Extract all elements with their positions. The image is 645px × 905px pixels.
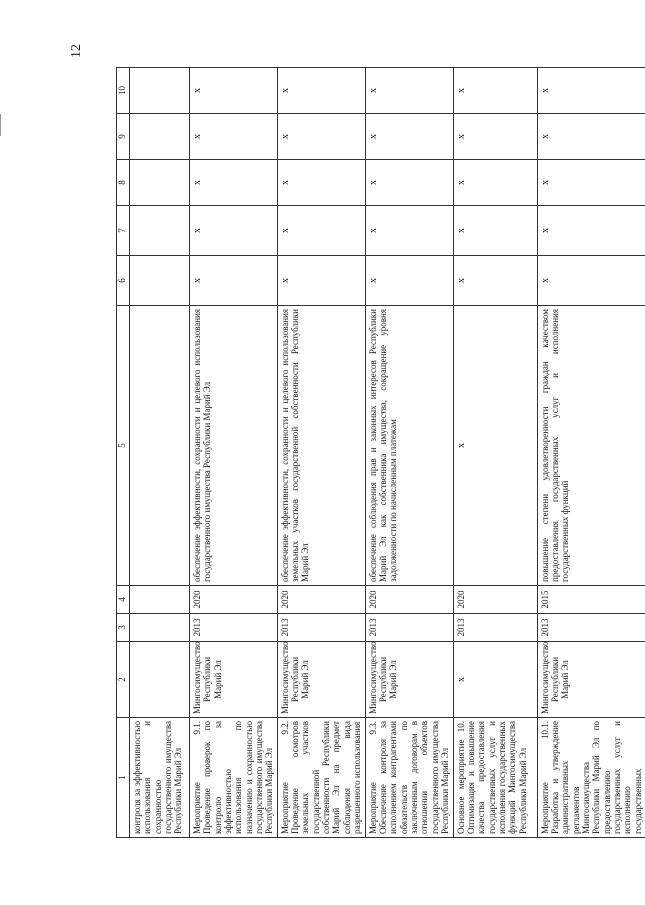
header-cell: 8 — [117, 160, 130, 206]
header-cell: 7 — [117, 206, 130, 256]
cell-executor: Мингосимущество Республики Марий Эл — [537, 642, 645, 718]
header-cell: 2 — [117, 642, 130, 718]
cell-col8 — [130, 160, 190, 206]
cell-result — [130, 306, 190, 586]
cell-col8: x — [190, 160, 278, 206]
cell-col7: x — [277, 206, 365, 256]
cell-measure: Мероприятие 9.2. Проведение осмотров земельных участков государственной собственности Республики Марий Эл на предмет соблюдения вида разрешенного использования — [277, 718, 365, 838]
cell-col6: x — [277, 256, 365, 306]
cell-end-year: 2020 — [190, 586, 278, 614]
cell-col8: x — [365, 160, 453, 206]
header-cell: 3 — [117, 614, 130, 642]
cell-col9: x — [453, 114, 537, 160]
cell-col8: x — [453, 160, 537, 206]
cell-end-year: 2020 — [453, 586, 537, 614]
cell-col7: x — [190, 206, 278, 256]
cell-measure: Мероприятие 9.3. Обеспечение контроля за исполнением контрагентами обязательств по заключенным договорам в отношении объектов государственного имущества Республики Марий Эл — [365, 718, 453, 838]
cell-end-year: 2015 — [537, 586, 645, 614]
cell-result: x — [453, 306, 537, 586]
header-cell: 9 — [117, 114, 130, 160]
cell-executor: Мингосимущество Республики Марий Эл — [365, 642, 453, 718]
table-row — [277, 68, 365, 838]
cell-col6 — [130, 256, 190, 306]
table-row — [453, 68, 537, 838]
cell-col10 — [130, 68, 190, 114]
rotated-table-wrapper — [116, 68, 643, 838]
header-cell: 10 — [117, 68, 130, 114]
header-cell: 6 — [117, 256, 130, 306]
cell-col7 — [130, 206, 190, 256]
cell-result: повышение степени удовлетворенности граждан качеством предоставления государственных услуг и исполнения государственных функций — [537, 306, 645, 586]
cell-start-year: 2013 — [537, 614, 645, 642]
cell-col10: x — [190, 68, 278, 114]
cell-col9: x — [365, 114, 453, 160]
cell-result: обеспечение эффективности, сохранности и целевого использования государственного имущества Республики Марий Эл — [190, 306, 278, 586]
cell-col9: x — [277, 114, 365, 160]
table-row — [130, 68, 190, 838]
page-number: 12 — [69, 44, 84, 58]
cell-col7: x — [365, 206, 453, 256]
cell-end-year — [130, 586, 190, 614]
cell-start-year: 2013 — [365, 614, 453, 642]
cell-col9 — [130, 114, 190, 160]
cell-col8: x — [537, 160, 645, 206]
program-table — [116, 67, 645, 838]
cell-measure: контроля за эффективностью использования и сохранностью государственного имущества Республики Марий Эл — [130, 718, 190, 838]
cell-col10: x — [537, 68, 645, 114]
cell-col8: x — [277, 160, 365, 206]
header-cell: 5 — [117, 306, 130, 586]
cell-start-year: 2013 — [277, 614, 365, 642]
cell-start-year: 2013 — [453, 614, 537, 642]
cell-measure: Основное мероприятие 10. Оптимизация и повышение качества предоставления государственных услуг и исполнения государственных функций Мингосимущества Республики Марий Эл — [453, 718, 537, 838]
table-row — [365, 68, 453, 838]
table-row — [190, 68, 278, 838]
cell-col6: x — [453, 256, 537, 306]
cell-start-year: 2013 — [190, 614, 278, 642]
cell-col6: x — [365, 256, 453, 306]
table-row — [537, 68, 645, 838]
cell-col6: x — [537, 256, 645, 306]
cell-end-year: 2020 — [365, 586, 453, 614]
cell-result: обеспечение соблюдения прав и законных интересов Республики Марий Эл как собственника имущества, сокращение уровня задолженности по начисленным платежам — [365, 306, 453, 586]
header-row — [117, 68, 130, 838]
header-cell: 1 — [117, 718, 130, 838]
cell-executor: Мингосимущество Республики Марий Эл — [190, 642, 278, 718]
header-cell: 4 — [117, 586, 130, 614]
cell-col6: x — [190, 256, 278, 306]
cell-executor: Мингосимущество Республики Марий Эл — [277, 642, 365, 718]
scan-mark — [0, 114, 11, 136]
cell-measure: Мероприятие 10.1. Разработка и утверждение административных регламентов Мингосимущества Республики Марий Эл по предоставлению государственных услуг и исполнению государственных — [537, 718, 645, 838]
cell-col9: x — [190, 114, 278, 160]
cell-measure: Мероприятие 9.1. Проведение проверок по контролю за эффективностью использования по назначению и сохранностью государственного имущества Республики Марий Эл — [190, 718, 278, 838]
cell-col10: x — [453, 68, 537, 114]
cell-col10: x — [365, 68, 453, 114]
cell-executor — [130, 642, 190, 718]
cell-col7: x — [453, 206, 537, 256]
cell-col10: x — [277, 68, 365, 114]
cell-col7: x — [537, 206, 645, 256]
cell-executor: x — [453, 642, 537, 718]
cell-col9: x — [537, 114, 645, 160]
cell-start-year — [130, 614, 190, 642]
cell-end-year: 2020 — [277, 586, 365, 614]
cell-result: обеспечение эффективности, сохранности и целевого использования земельных участков государственной собственности Республики Марий Эл — [277, 306, 365, 586]
